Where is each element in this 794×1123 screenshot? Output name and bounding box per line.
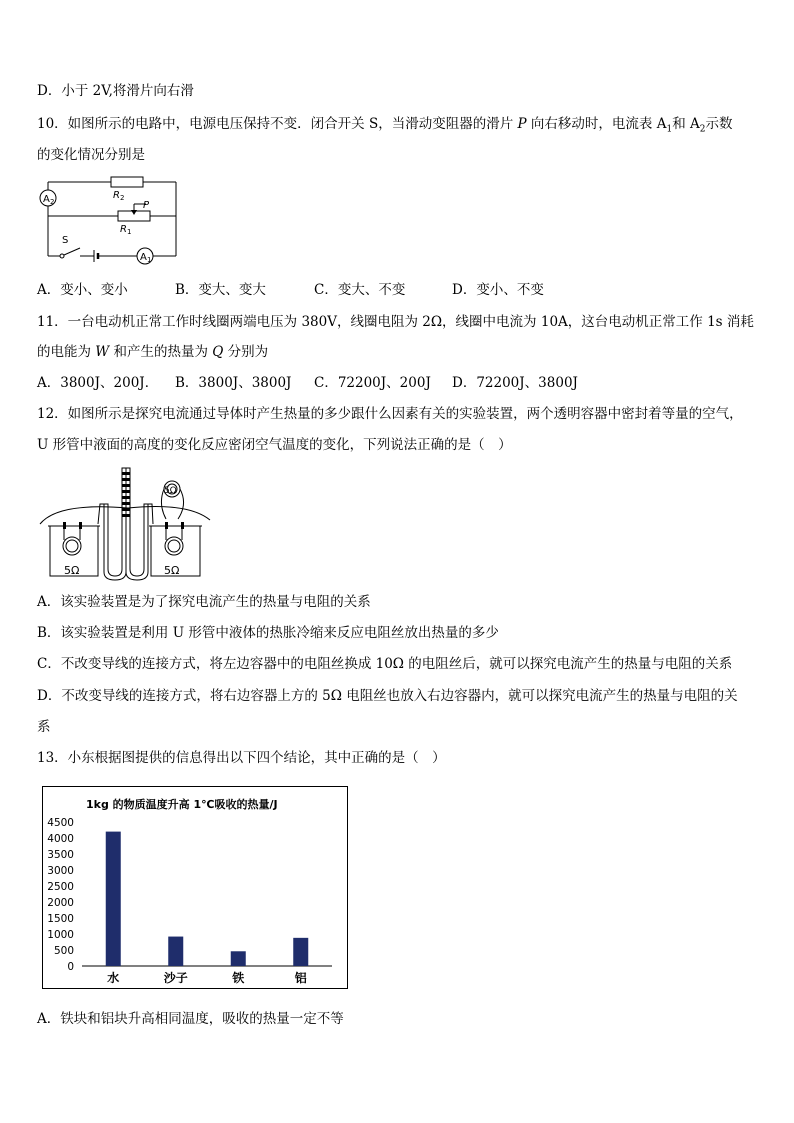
q10-stem-line2: 的变化情况分别是 bbox=[37, 147, 145, 163]
svg-text:A: A bbox=[140, 252, 147, 263]
chart-title: 1kg 的物质温度升高 1℃吸收的热量/J bbox=[86, 798, 278, 811]
svg-text:5Ω: 5Ω bbox=[64, 564, 80, 577]
y-tick-label: 500 bbox=[53, 945, 74, 957]
q12-option-a: A．该实验装置是为了探究电流产生的热量与电阻的关系 bbox=[37, 594, 371, 610]
q13-option-a: A．铁块和铝块升高相同温度，吸收的热量一定不等 bbox=[37, 1011, 344, 1027]
svg-text:1: 1 bbox=[127, 228, 132, 236]
q11-option-a: A．3800J、200J． bbox=[37, 375, 159, 391]
q12-option-d-continued: 系 bbox=[37, 719, 51, 735]
x-category-label: 水 bbox=[107, 971, 120, 985]
y-tick-label: 4000 bbox=[47, 833, 74, 845]
x-category-label: 铝 bbox=[294, 971, 307, 985]
bar-3 bbox=[293, 938, 308, 966]
bar-1 bbox=[168, 937, 183, 966]
svg-text:S: S bbox=[62, 235, 69, 246]
q12-stem-line1: 12．如图所示是探究电流通过导体时产生热量的多少跟什么因素有关的实验装置，两个透明容器中密封着等量的空气， bbox=[37, 406, 743, 422]
q12-option-b: B．该实验装置是利用 U 形管中液体的热胀冷缩来反应电阻丝放出热量的多少 bbox=[37, 625, 499, 641]
q11-option-b: B．3800J、3800J bbox=[175, 375, 292, 391]
svg-text:2: 2 bbox=[120, 194, 125, 202]
y-tick-label: 1000 bbox=[47, 929, 74, 941]
x-category-label: 铁 bbox=[232, 971, 245, 985]
bar-0 bbox=[106, 832, 121, 966]
q12-stem-line2: U 形管中液面的高度的变化反应密闭空气温度的变化，下列说法正确的是（ ） bbox=[37, 437, 512, 453]
y-tick-label: 3500 bbox=[47, 849, 74, 861]
svg-text:5Ω: 5Ω bbox=[164, 564, 180, 577]
y-tick-label: 3000 bbox=[47, 865, 74, 877]
q11-stem-line1: 11．一台电动机正常工作时线圈两端电压为 380V，线圈电阻为 2Ω，线圈中电流为 10A，这台电动机正常工作 1s 消耗 bbox=[37, 314, 754, 330]
bar-2 bbox=[231, 951, 246, 966]
q10-option-a: A．变小、变小 bbox=[37, 282, 128, 298]
y-tick-label: 2500 bbox=[47, 881, 74, 893]
q12-option-d: D．不改变导线的连接方式，将右边容器上方的 5Ω 电阻丝也放入右边容器内，就可以探究电流产生的热量与电阻的关 bbox=[37, 688, 738, 704]
q13-bar-chart bbox=[42, 786, 348, 989]
q11-stem-line2: 的电能为 W 和产生的热量为 Q 分别为 bbox=[37, 344, 269, 360]
x-category-label: 沙子 bbox=[163, 971, 188, 985]
q11-option-c: C．72200J、200J bbox=[314, 375, 431, 391]
q10-option-b: B．变大、变大 bbox=[175, 282, 266, 298]
q12-apparatus-diagram bbox=[38, 464, 218, 582]
svg-text:2: 2 bbox=[50, 198, 55, 206]
q13-stem: 13．小东根据图提供的信息得出以下四个结论，其中正确的是（ ） bbox=[37, 750, 446, 766]
q12-option-c: C．不改变导线的连接方式，将左边容器中的电阻丝换成 10Ω 的电阻丝后，就可以探究电流产生的热量与电阻的关系 bbox=[37, 656, 733, 672]
svg-text:R: R bbox=[120, 224, 127, 235]
q10-option-c: C．变大、不变 bbox=[314, 282, 406, 298]
svg-text:A: A bbox=[43, 194, 50, 205]
y-tick-label: 4500 bbox=[47, 817, 74, 829]
svg-text:R: R bbox=[113, 190, 120, 201]
svg-text:1: 1 bbox=[147, 256, 152, 264]
q10-stem-line1: 10．如图所示的电路中，电源电压保持不变．闭合开关 S，当滑动变阻器的滑片 P 向右移动时，电流表 $A_1$和 $A_2$示数 bbox=[37, 116, 733, 135]
y-tick-label: 1500 bbox=[47, 913, 74, 925]
svg-text:5Ω: 5Ω bbox=[164, 486, 177, 496]
svg-text:P: P bbox=[143, 200, 150, 211]
q9-option-d: D．小于 2V,将滑片向右滑 bbox=[37, 83, 194, 99]
q11-option-d: D．72200J、3800J bbox=[452, 375, 578, 391]
q10-option-d: D．变小、不变 bbox=[452, 282, 544, 298]
y-tick-label: 0 bbox=[67, 961, 74, 973]
q10-circuit-diagram bbox=[36, 174, 186, 266]
y-tick-label: 2000 bbox=[47, 897, 74, 909]
